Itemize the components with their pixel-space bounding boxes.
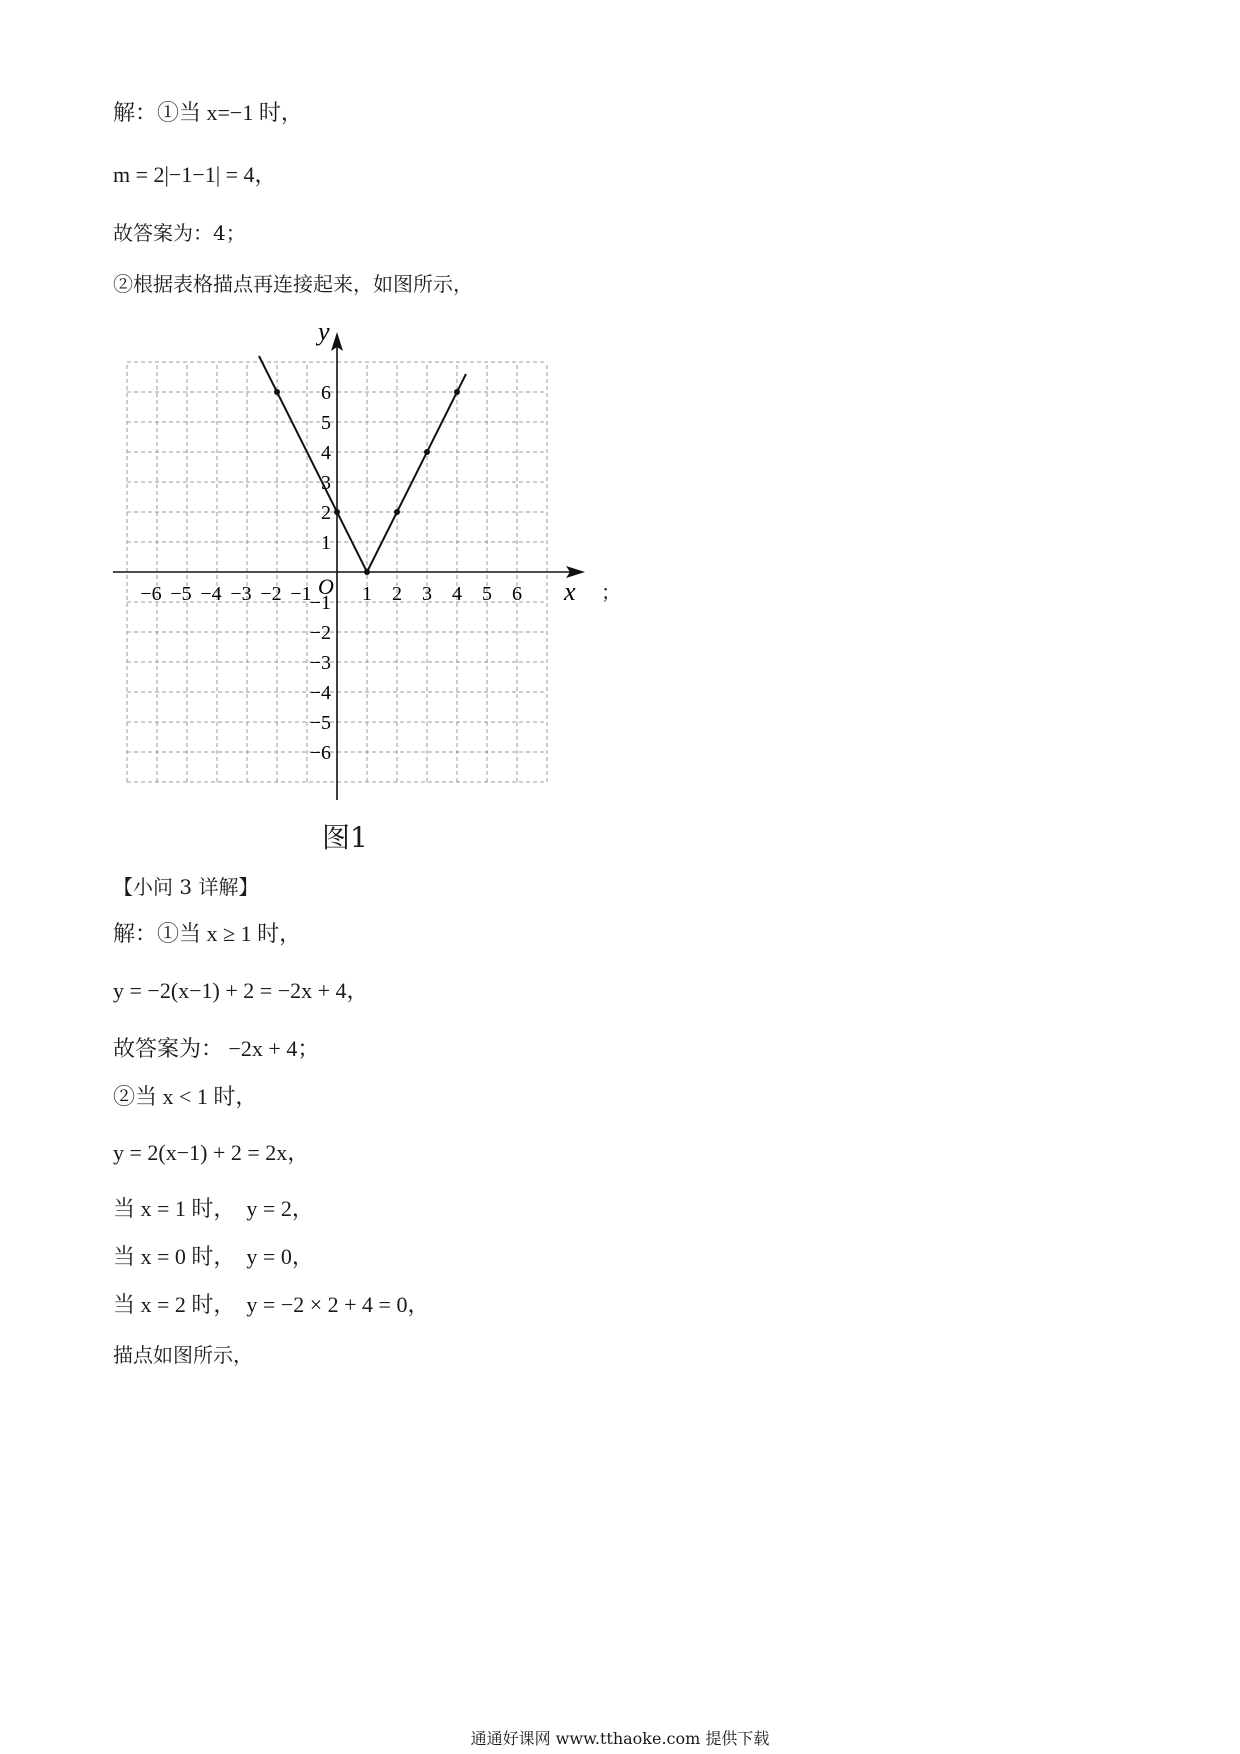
origin-label: O — [318, 574, 334, 599]
x-axis-label: x — [564, 577, 576, 606]
data-point — [454, 389, 460, 395]
y-tick-label: −3 — [309, 652, 331, 674]
page-footer: 通通好课网 www.tthaoke.com 提供下载 — [470, 1729, 770, 1748]
y-tick-label: 1 — [321, 532, 331, 554]
y-tick-label: 3 — [321, 472, 331, 494]
data-point — [424, 449, 430, 455]
x-tick-label: −4 — [200, 583, 222, 605]
y-tick-label: 5 — [321, 412, 331, 434]
text-line-4: ②根据表格描点再连接起来，如图所示， — [113, 272, 473, 296]
section-heading: 【小问 3 详解】 — [113, 875, 259, 899]
y-tick-label: −4 — [309, 682, 331, 704]
x-tick-label: 5 — [482, 583, 492, 605]
x-tick-label: 3 — [422, 583, 432, 605]
x-tick-label: 2 — [392, 583, 402, 605]
text-line-7: y = −2(x−1) + 2 = −2x + 4， — [113, 978, 369, 1003]
after-graph-mark: ； — [601, 580, 621, 604]
text-line-1: 解：①当 x=−1 时， — [113, 100, 303, 125]
y-tick-label: −6 — [309, 742, 331, 764]
data-point — [334, 509, 340, 515]
text-line-14: 描点如图所示， — [113, 1343, 253, 1367]
text-line-2: m = 2|−1−1| = 4， — [113, 162, 277, 187]
y-axis-label: y — [318, 317, 330, 346]
text-line-3: 故答案为：4； — [113, 221, 246, 245]
y-tick-label: 2 — [321, 502, 331, 524]
x-tick-label: −3 — [230, 583, 252, 605]
data-point — [394, 509, 400, 515]
y-tick-label: 6 — [321, 382, 331, 404]
x-tick-label: 4 — [452, 583, 462, 605]
x-tick-label: 1 — [362, 583, 372, 605]
x-tick-label: −6 — [140, 583, 162, 605]
data-point — [364, 569, 370, 575]
y-tick-label: −2 — [309, 622, 331, 644]
y-tick-label: −1 — [309, 592, 331, 614]
text-line-6: 解：①当 x ≥ 1 时， — [113, 921, 302, 946]
y-tick-label: 4 — [321, 442, 331, 464]
text-line-10: y = 2(x−1) + 2 = 2x， — [113, 1140, 310, 1165]
x-tick-label: 6 — [512, 583, 522, 605]
function-line — [259, 356, 466, 572]
data-point — [274, 389, 280, 395]
text-line-12: 当 x = 0 时， y = 0， — [113, 1244, 314, 1269]
x-tick-label: −5 — [170, 583, 192, 605]
text-line-13: 当 x = 2 时， y = −2 × 2 + 4 = 0， — [113, 1292, 430, 1317]
y-tick-label: −5 — [309, 712, 331, 734]
text-line-9: ②当 x < 1 时， — [113, 1084, 258, 1109]
figure-caption: 图1 — [322, 821, 368, 854]
x-tick-label: −1 — [290, 583, 312, 605]
text-line-11: 当 x = 1 时， y = 2， — [113, 1196, 314, 1221]
x-tick-label: −2 — [260, 583, 282, 605]
text-line-8: 故答案为： −2x + 4； — [113, 1036, 320, 1061]
